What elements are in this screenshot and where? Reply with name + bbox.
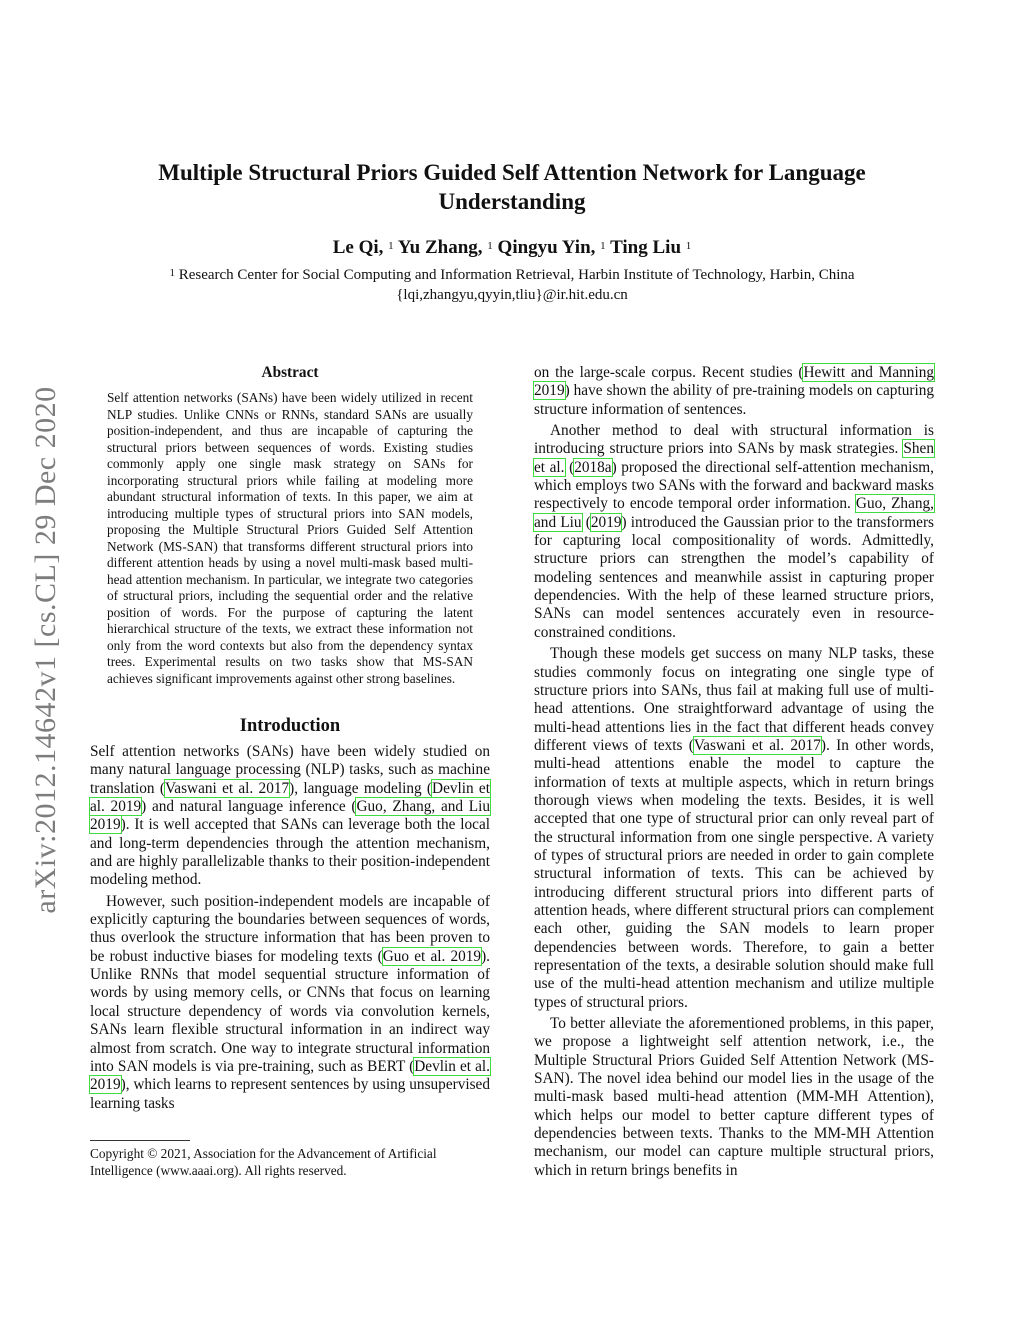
footnote-line: Intelligence (www.aaai.org). All rights reserved. [90,1162,347,1178]
text-run: ) introduced the Gaussian prior to the transformers for capturing local compositionality of words. Admittedly, structure priors can strengthen the model’s capability of modeling sentences and meanwhile assist in capturing proper dependencies. With the help of these learned structure priors, SANs can model sentences accurately even in resource-constrained conditions. [534,513,934,641]
citation-link[interactable]: Hewitt and Manning 2019 [534,364,934,400]
citation-link[interactable]: Guo et al. 2019 [382,947,482,965]
author-emails: {lqi,zhangyu,qyyin,tliu}@ir.hit.edu.cn [396,287,628,303]
body-paragraph [534,364,934,419]
citation-link[interactable]: Devlin et al. 2019 [90,1057,491,1094]
author-name: Le Qi, [332,237,384,258]
text-run: However, such position-independent models are incapable of explicitly capturing the boundaries between sequences of words, thus overlook the structure information that has been proven to be robust inductive biases for modeling texts ( [90,892,490,965]
citation-link[interactable]: Vaswani et al. 2017 [164,779,290,797]
text-run: ( [581,513,591,531]
citation-link[interactable]: Shen et al. [534,440,934,476]
arxiv-stamp-text: arXiv:2012.14642v1 [cs.CL] 29 Dec 2020 [29,386,62,914]
affiliation [90,265,934,305]
author-affil-mark: 1 [600,240,606,252]
citation-link[interactable]: Devlin et al. 2019 [90,779,490,816]
abstract-heading: Abstract [261,364,319,381]
text-run: ). In other words, multi-head attentions enable the model to capture the information of texts at multiple aspects, which in return brings thorough views when modeling the texts. Besides, it is well accepted that one type of structural prior can only reveal part of the structural information from one single perspective. A variety of types of structural priors are needed in order to gain complete structural information of texts. This can be achieved by introducing different structural priors into different parts of attention heads, where different structural priors can complement each other, guiding the SAN models to learn proper dependencies between words. Therefore, to gain a better representation of the texts, a desirable solution should make full use of the multi-head attention mechanism and utilize multiple types of structural priors. [534,736,934,1011]
section-heading-introduction: Introduction [239,716,341,736]
footnote-line: Copyright © 2021, Association for the Advancement of Artificial [90,1146,437,1161]
author-list [90,236,934,260]
right-column [534,364,934,1183]
left-column [90,364,490,1116]
citation-link[interactable]: Guo, Zhang, and Liu [534,495,934,531]
copyright-footnote [90,1140,490,1179]
intro-paragraph [90,743,490,890]
text-run: ), language modeling ( [289,779,433,797]
text-run: ), which learns to represent sentences by using unsupervised learning tasks [90,1076,490,1112]
body-paragraph [534,422,934,642]
text-run: Self attention networks (SANs) have been widely studied on many natural language processing (NLP) tasks, such as machine translation ( [90,743,490,797]
author-affil-mark: 1 [685,240,692,252]
affiliation-mark: 1 [169,267,175,279]
abstract [107,364,473,687]
citation-link[interactable]: Vaswani et al. 2017 [693,736,821,754]
text-run: ). Unlike RNNs that model sequential structure information of words by using memory cells, or CNNs that focus on learning local structure dependency of words via convolution kernels, SANs learn flexible structural information in an indirect way almost from scratch. One way to integrate structural information into SAN models is via pre-training, such as BERT ( [90,947,490,1075]
text-run: Another method to deal with structural information is introducing structure priors into SANs by mask strategies. [534,422,934,458]
citation-link[interactable]: 2019 [590,513,622,531]
text-run: on the large-scale corpus. Recent studies ( [534,364,804,381]
text-run: ) proposed the directional self-attention mechanism, which employs two SANs with the forward and backward masks respectively to encode temporal order information. [534,458,934,513]
body-paragraph [534,645,934,1012]
arxiv-stamp [26,350,66,950]
text-run: ) and natural language inference ( [141,798,357,816]
affiliation-text: Research Center for Social Computing and Information Retrieval, Harbin Institute of Technology, Harbin, China [178,267,855,283]
text-run: Though these models get success on many NLP tasks, these studies commonly focus on integrating one single type of structure priors into SANs, thus fail at making full use of multi-head attentions. One straightforward advantage of using the multi-head attentions lies in the fact that different heads convey different views of texts ( [534,645,934,754]
author-affil-mark: 1 [388,240,394,252]
author-affil-mark: 1 [487,240,493,252]
text-run: ). It is well accepted that SANs can leverage both the local and long-term dependencies through the attention mechanism, and are highly parallelizable thanks to their position-independent modeling method. [90,816,490,889]
footnote-rule [90,1140,190,1141]
text-run: ( [564,458,575,476]
intro-paragraph [90,893,490,1113]
text-run: ) have shown the ability of pre-training models on capturing structure information of sentences. [534,382,934,418]
body-paragraph: To better alleviate the aforementioned problems, in this paper, we propose a lightweight self attention network, i.e., the Multiple Structural Priors Guided Self Attention Network (MS-SAN). The novel idea behind our model lies in the usage of the multi-mask based multi-head attention (MM-MH Attention), which helps our model to better capture different types of dependencies between texts. Thanks to the MM-MH Attention mechanism, our model can capture multiple structural priors, which in return brings benefits in [534,1015,934,1179]
author-name: Yu Zhang, [397,237,483,258]
citation-link[interactable]: 2018a [574,458,612,476]
author-name: Qingyu Yin, [497,237,596,258]
paper-title: Multiple Structural Priors Guided Self Attention Network for Language Understanding [158,160,866,214]
author-name: Ting Liu [610,237,682,258]
abstract-text: Self attention networks (SANs) have been widely utilized in recent NLP studies. Unlike CNNs or RNNs, standard SANs are usually position-independent, and thus are incapable of capturing the structural priors between sequences of words. Existing studies commonly apply one single mask strategy on SANs for incorporating structural priors while failing at modeling more abundant structural information of texts. In this paper, we aim at introducing multiple types of structural priors into SAN models, proposing the Multiple Structural Priors Guided Self Attention Network (MS-SAN) that transforms different structural priors into different attention heads by using a novel multi-mask based multi-head attention mechanism. In particular, we integrate two categories of structural priors, including the sequential order and the relative position of words. For the purpose of capturing the latent hierarchical structure of the texts, we extract these information not only from the word contexts but also from the dependency syntax trees. Experimental results on two tasks show that MS-SAN achieves significant improvements against other strong baselines. [107,390,473,686]
citation-link[interactable]: Guo, Zhang, and Liu 2019 [90,798,490,834]
